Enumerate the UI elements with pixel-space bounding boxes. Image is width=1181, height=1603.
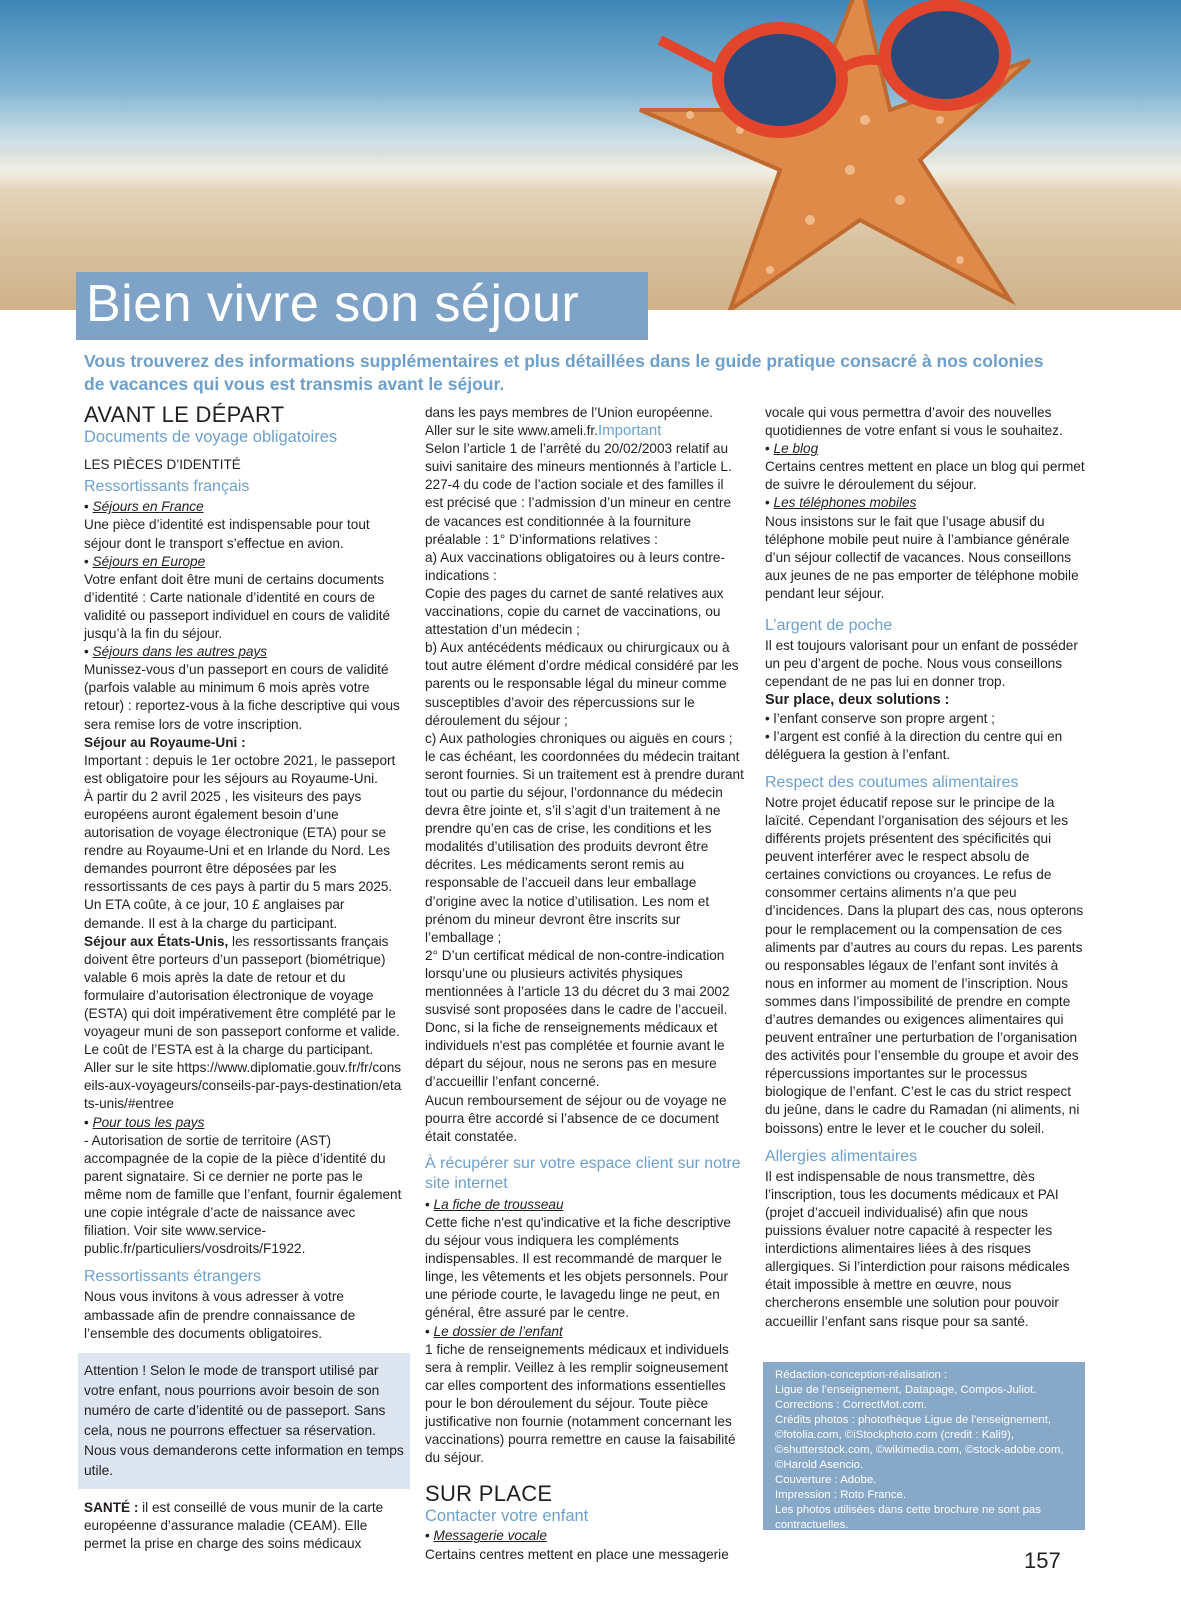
text-allergies: Il est indispensable de nous transmettre, dès l’inscription, tous les documents médicaux et PAI (projet d’accueil individualisé) afin que nous puissions évaluer notre capacité à respecter les interdictions alimentaires liées à des risques allergiques. Si l’interdiction pour raisons médicales était impossible à mettre en œuvre, nous chercherons ensemble une solution pour pouvoir accueillir l’enfant sans risque pour sa santé. xyxy=(765,1168,1070,1329)
text-etats-unis: les ressortissants français doivent être porteurs d’un passeport (biométrique) valable 6 mois après la date de retour et du formulaire d’autorisation électronique de voyage (ESTA) qui doit impérativement être complété par le voyageur muni de son passeport conforme et valide. Le coût de l’ESTA est à la charge du participant. xyxy=(84,933,400,1058)
subheading-contacter-enfant: Contacter votre enfant xyxy=(425,1507,589,1526)
text-sejours-autres: Munissez-vous d’un passeport en cours de validité (parfois valable au minimum 6 mois après votre retour) : reportez-vous à la fiche descriptive qui vous sera remise lors de votre inscription. xyxy=(84,662,400,732)
text-remboursement: Aucun remboursement de séjour ou de voyage ne pourra être accordé si l’absence de ce document était constatée. xyxy=(425,1092,727,1144)
text-messagerie-vocale: Certains centres mettent en place une messagerie xyxy=(425,1546,729,1562)
text-blog: Certains centres mettent en place un blog qui permet de suivre le déroulement du séjour. xyxy=(765,459,1085,493)
text-ressortissants-etrangers: Nous vous invitons à vous adresser à votre ambassade afin de prendre connaissance de l’ensemble des documents obligatoires. xyxy=(84,1289,356,1341)
hero-image-starfish-sunglasses xyxy=(0,0,1181,310)
text-royaume-uni-1: Important : depuis le 1er octobre 2021, le passeport est obligatoire pour les séjours au Royaume-Uni. xyxy=(84,752,396,786)
label-sejours-autres: Séjours dans les autres pays xyxy=(92,644,268,660)
text-antecedents: b) Aux antécédents médicaux ou chirurgicaux ou à tout autre élément d’ordre médical considéré par les parents ou le responsable légal du mineur comme susceptibles d’avoir des répercussions sur le déroulement du séjour ; xyxy=(425,640,739,728)
text-argent-poche: Il est toujours valorisant pour un enfant de posséder un peu d’argent de poche. Nous vous conseillons cependant de ne pas lui en donner trop. xyxy=(765,638,1078,690)
text-sante: il est conseillé de vous munir de la carte européenne d’assurance maladie (CEAM). Elle permet la prise en charge des soins médicaux xyxy=(84,1499,384,1551)
page-number: 157 xyxy=(1024,1548,1061,1573)
heading-argent-poche: L’argent de poche xyxy=(765,617,893,635)
credits-line: Ligue de l’enseignement, Datapage, Compos-Juliot. xyxy=(775,1384,1037,1396)
subheading-documents: Documents de voyage obligatoires xyxy=(84,428,338,447)
credits-line: Couverture : Adobe. xyxy=(775,1474,877,1486)
intro-text: Vous trouverez des informations supplémentaires et plus détaillées dans le guide pratique consacré à nos colonies de vacances qui vous est transmis avant le séjour. xyxy=(84,351,1044,394)
label-blog: Le blog xyxy=(773,441,819,457)
text-messagerie-suite: vocale qui vous permettra d’avoir des nouvelles quotidiennes de votre enfant si vous le souhaitez. xyxy=(765,405,1063,439)
heading-deux-solutions: Sur place, deux solutions : xyxy=(765,692,950,709)
heading-etats-unis: Séjour aux États-Unis, xyxy=(84,933,229,949)
heading-important: Important xyxy=(598,422,662,440)
text-sejours-france: Une pièce d’identité est indispensable pour tout séjour dont le transport s’effectue en avion. xyxy=(84,517,370,551)
label-sante: SANTÉ : xyxy=(84,1499,139,1515)
text-fiche-trousseau: Cette fiche n'est qu'indicative et la fiche descriptive du séjour vous indiquera les compléments indispensables. Il est recommandé de marquer le linge, les vêtements et les objets personnels. Pour une période courte, le lavagedu linge ne peut, en général, être assuré par le centre. xyxy=(425,1214,731,1321)
text-union-europeenne: dans les pays membres de l’Union européenne. xyxy=(425,405,713,420)
credits-line: Corrections : CorrectMot.com. xyxy=(775,1399,927,1411)
credits-line: Impression : Roto France. xyxy=(775,1489,907,1501)
label-fiche-trousseau: La fiche de trousseau xyxy=(433,1196,564,1212)
label-dossier-enfant: Le dossier de l’enfant xyxy=(433,1323,563,1339)
text-certificat: 2° D’un certificat médical de non-contre-indication lorsqu’une ou plusieurs activités physiques mentionnées à l’article 13 du décret du 3 mai 2002 susvisé sont proposées dans le cadre de l’accueil. xyxy=(425,947,730,1018)
credits-line: Rédaction-conception-réalisation : xyxy=(775,1369,948,1381)
starfish-illustration xyxy=(560,0,1120,310)
heading-recuperer: À récupérer sur votre espace client sur notre site internet xyxy=(425,1154,741,1192)
text-carnet-sante: Copie des pages du carnet de santé relatives aux vaccinations, copie du carnet de vaccinations, ou attestation d’un médecin ; xyxy=(425,585,724,638)
text-telephones: Nous insistons sur le fait que l’usage abusif du téléphone mobile peut nuire à l’ambiance générale d’un séjour collectif de vacances. Nous conseillons aux jeunes de ne pas emporter de téléphone mobile pendant leur séjour. xyxy=(765,513,1079,601)
text-arrete: Selon l’article 1 de l’arrêté du 20/02/2003 relatif au suivi sanitaire des mineurs mentionnés à l’article L. 227-4 du code de l’action sociale et des familles il est précisé que : l’admission d’un mineur en centre de vacances est conditionnée à la fourniture préalable : 1° D’informations relatives : xyxy=(425,441,732,547)
text-pathologies: c) Aux pathologies chroniques ou aiguës en cours ; le cas échéant, les coordonnées du médecin traitant seront fournies. Si un traitement est à prendre durant tout ou partie du séjour, l’ordonnance du médecin devra être jointe et, s’il s’agit d’un traitement à ne prendre qu’en cas de crise, les conditions et les modalités d’utilisation des produits devront être décrites. Les médicaments seront remis au responsable de l’accueil dans leur emballage d’origine avec la notice d’utilisation. Les nom et prénom du mineur devront être inscrits sur l’emballage ; xyxy=(425,730,744,945)
link-diplomatie[interactable]: Aller sur le site https://www.diplomatie.gouv.fr/fr/conseils-aux-voyageurs/conseils-par-pays-destination/etats-unis/#entree xyxy=(84,1060,402,1112)
column-3 xyxy=(765,404,1085,1331)
attention-box: Attention ! Selon le mode de transport utilisé par votre enfant, nous pourrions avoir besoin de son numéro de carte d’identité ou de passeport. Sans cela, nous ne pourrons effectuer sa réservation. Nous vous demanderons cette information en temps utile. xyxy=(78,1353,410,1489)
text-royaume-uni-2: À partir du 2 avril 2025 , les visiteurs des pays européens auront également besoin d’une autorisation de voyage électronique (ETA) pour se rendre au Royaume-Uni et en Irlande du Nord. Les demandes pourront être déposées par les ressortissants de ces pays à partir du 5 mars 2025. Un ETA coûte, à ce jour, 10 £ anglaises par demande. Il est à la charge du participant. xyxy=(84,788,393,931)
label-sejours-europe: Séjours en Europe xyxy=(92,553,206,569)
text-vaccinations: a) Aux vaccinations obligatoires ou à leurs contre-indications : xyxy=(425,549,725,583)
solution-1: • l’enfant conserve son propre argent ; xyxy=(765,710,1085,728)
text-fiche-renseignements: Donc, si la fiche de renseignements médicaux et individuels n'est pas complétée et fournie avant le départ du séjour, nous ne serons pas en mesure d’accueillir l’enfant concerné. xyxy=(425,1020,725,1090)
text-respect-coutumes: Notre projet éducatif repose sur le principe de la laïcité. Cependant l’organisation des séjours et les différents projets présentent des spécificités qui peuvent interférer avec le respect absolu de certaines convictions ou croyances. Le refus de consommer certains aliments n’a que peu d’incidences. Dans la plupart des cas, nous opterons pour le remplacement ou la compensation de ces aliments par d’autres au cours du repas. Les parents ou responsables légaux de l’enfant sont invités à nous en informer au moment de l’inscription. Nous sommes dans l’impossibilité de prendre en compte d’autres demandes ou exigences alimentaires qui peuvent entraîner une perturbation de l’organisation des activités pour l’ensemble du groupe et avoir des répercussions importantes sur le processus biologique de l’enfant. C’est le cas du strict respect du jeûne, dans le cadre du Ramadan (ni aliments, ni boissons) entre le lever et le coucher du soleil. xyxy=(765,794,1084,1136)
credits-line: Crédits photos : photothèque Ligue de l’enseignement, ©fotolia.com, ©iStockphoto.com (credit : Kali9), ©shutterstock.com, ©wikimedia.com, ©stock-adobe.com, ©Harold Asencio. xyxy=(775,1414,1064,1471)
solution-2: • l’argent est confié à la direction du centre qui en déléguera la gestion à l’enfant. xyxy=(765,728,1085,764)
title-banner xyxy=(76,272,648,340)
heading-pieces-identite: LES PIÈCES D’IDENTITÉ xyxy=(84,457,241,473)
text-dossier-enfant: 1 fiche de renseignements médicaux et individuels sera à remplir. Veillez à les remplir soigneusement car elles comportent des informations essentielles pour le bon déroulement du séjour. Toute pièce justificative non fournie (notamment concernant les vaccinations) pourra remettre en cause la faisabilité du séjour. xyxy=(425,1341,736,1466)
text-sejours-europe: Votre enfant doit être muni de certains documents d’identité : Carte nationale d’identité en cours de validité ou passeport individuel en cours de validité jusqu’à la fin du séjour. xyxy=(84,571,391,642)
heading-ressortissants-etrangers: Ressortissants étrangers xyxy=(84,1268,261,1286)
credits-box xyxy=(763,1362,1085,1530)
label-sejours-france: Séjours en France xyxy=(92,499,204,515)
section-heading-avant-depart: AVANT LE DÉPART xyxy=(84,402,285,427)
text-tous-pays: - Autorisation de sortie de territoire (AST) accompagnée de la copie de la pièce d’identité du parent signataire. Si ce dernier ne porte pas le même nom de famille que l’enfant, fournir également une copie intégrale d’acte de naissance avec filiation. Voir site www.service-public.fr/particuliers/vosdroits/F1922. xyxy=(84,1132,402,1257)
column-2 xyxy=(425,404,745,1564)
label-telephones: Les téléphones mobiles xyxy=(773,495,917,511)
heading-ressortissants-francais: Ressortissants français xyxy=(84,478,250,496)
heading-royaume-uni: Séjour au Royaume-Uni : xyxy=(84,734,246,750)
link-ameli[interactable]: Aller sur le site www.ameli.fr. xyxy=(425,423,598,439)
label-tous-pays: Pour tous les pays xyxy=(92,1114,205,1130)
heading-allergies: Allergies alimentaires xyxy=(765,1147,918,1165)
section-heading-sur-place: SUR PLACE xyxy=(425,1481,553,1507)
credits-line: Les photos utilisées dans cette brochure ne sont pas contractuelles. xyxy=(775,1504,1041,1531)
label-messagerie-vocale: Messagerie vocale xyxy=(433,1528,547,1544)
heading-respect-coutumes: Respect des coutumes alimentaires xyxy=(765,773,1019,791)
page-title: Bien vivre son séjour xyxy=(86,275,580,333)
column-1 xyxy=(84,404,404,1553)
